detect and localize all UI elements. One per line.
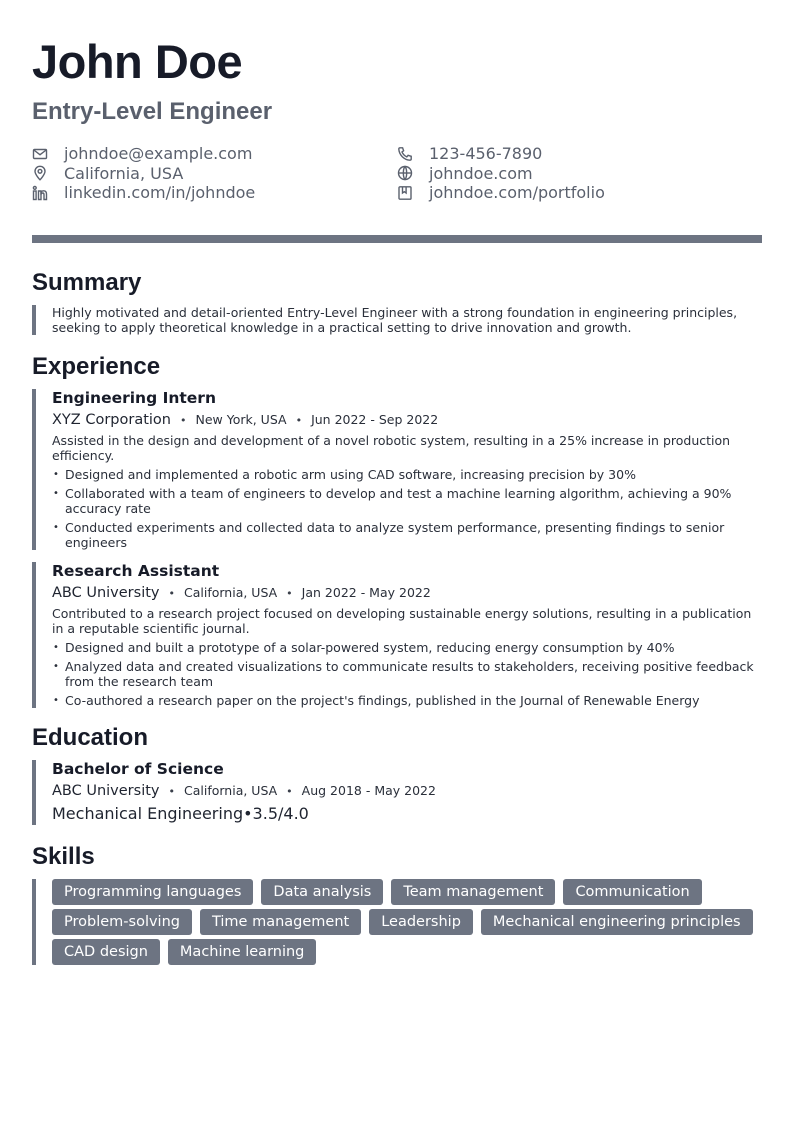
job-meta xyxy=(52,411,762,430)
portfolio-text: johndoe.com/portfolio xyxy=(429,183,605,203)
email-text: johndoe@example.com xyxy=(64,144,253,164)
field-of-study: Mechanical Engineering xyxy=(52,803,244,823)
separator-dot: • xyxy=(295,413,303,427)
education-heading: Education xyxy=(32,723,149,751)
job-bullet: • Collaborated with a team of engineers to develop and test a machine learning algorithm, achieving a 90% accuracy rate xyxy=(52,486,762,516)
job-bullets xyxy=(52,467,762,550)
contact-phone[interactable] xyxy=(397,144,762,164)
website-text: johndoe.com xyxy=(429,163,533,183)
education-entry xyxy=(32,760,762,825)
school-location: California, USA xyxy=(184,782,278,798)
skill-chip: Data analysis xyxy=(261,879,383,905)
skill-chip: Problem-solving xyxy=(52,909,192,935)
job-company: XYZ Corporation xyxy=(52,411,171,428)
phone-icon xyxy=(397,146,413,162)
job-bullet: • Designed and built a prototype of a solar-powered system, reducing energy consumption by 40% xyxy=(52,640,762,655)
education-dates: Aug 2018 - May 2022 xyxy=(301,782,436,798)
location-text: California, USA xyxy=(64,163,184,183)
separator-dot: • xyxy=(168,586,175,600)
skill-chip: Programming languages xyxy=(52,879,253,905)
separator-dot: • xyxy=(180,413,187,427)
job-title: Research Assistant xyxy=(52,561,220,580)
job-description: Assisted in the design and development of a novel robotic system, resulting in a 25% increase in production efficiency. xyxy=(52,432,731,463)
job-bullet: • Analyzed data and created visualizations to communicate results to stakeholders, receiving positive feedback from the research team xyxy=(52,659,762,689)
skill-chip: Leadership xyxy=(369,909,473,935)
separator-dot: • xyxy=(286,586,293,600)
job-description: Contributed to a research project focused on developing sustainable energy solutions, resulting in a publication in a reputable scientific journal. xyxy=(52,605,752,636)
degree-title: Bachelor of Science xyxy=(52,759,224,778)
mail-icon xyxy=(32,146,48,162)
candidate-name: John Doe xyxy=(32,35,243,88)
separator-dot: • xyxy=(168,784,175,798)
header-divider xyxy=(32,235,762,243)
gpa: 3.5/4.0 xyxy=(252,803,309,823)
globe-icon xyxy=(397,165,413,181)
contact-portfolio[interactable] xyxy=(397,183,762,203)
summary-heading: Summary xyxy=(32,268,142,296)
map-pin-icon xyxy=(32,165,48,181)
skill-chip: Communication xyxy=(563,879,701,905)
job-dates: Jan 2022 - May 2022 xyxy=(301,584,431,600)
phone-text: 123-456-7890 xyxy=(429,144,543,164)
job-company: ABC University xyxy=(52,584,160,601)
skill-chip: Team management xyxy=(391,879,555,905)
job-bullet: • Co-authored a research paper on the project's findings, published in the Journal of Renewable Energy xyxy=(52,693,762,708)
job-bullet: • Designed and implemented a robotic arm using CAD software, increasing precision by 30% xyxy=(52,467,762,482)
education-field-line xyxy=(52,805,762,823)
experience-heading: Experience xyxy=(32,352,161,380)
linkedin-text: linkedin.com/in/johndoe xyxy=(64,183,256,203)
summary-text: Highly motivated and detail-oriented Entry-Level Engineer with a strong foundation in engineering principles, seeking to apply theoretical knowledge in a practical setting to drive innovation and growth. xyxy=(32,305,762,335)
skills-heading: Skills xyxy=(32,842,95,870)
job-bullet: • Conducted experiments and collected data to analyze system performance, presenting findings to senior engineers xyxy=(52,520,762,550)
job-dates: Jun 2022 - Sep 2022 xyxy=(311,411,439,427)
contact-linkedin[interactable] xyxy=(32,183,397,203)
skill-chip: Time management xyxy=(200,909,361,935)
contact-location xyxy=(32,164,397,184)
experience-entry xyxy=(32,389,762,550)
job-bullets xyxy=(52,640,762,708)
skill-chip: Machine learning xyxy=(168,939,316,965)
job-meta xyxy=(52,584,762,603)
contact-email[interactable] xyxy=(32,144,397,164)
job-location: California, USA xyxy=(184,584,278,600)
education-meta xyxy=(52,782,762,801)
contact-list xyxy=(32,144,762,203)
skill-chip: Mechanical engineering principles xyxy=(481,909,753,935)
skills-list xyxy=(32,879,762,965)
job-title: Engineering Intern xyxy=(52,388,216,407)
experience-entry xyxy=(32,562,762,708)
skill-chip: CAD design xyxy=(52,939,160,965)
separator-dot: • xyxy=(286,784,293,798)
contact-website[interactable] xyxy=(397,164,762,184)
portfolio-icon xyxy=(397,185,413,201)
linkedin-icon xyxy=(32,185,48,201)
separator-dot: • xyxy=(243,803,253,823)
candidate-title: Entry-Level Engineer xyxy=(32,98,273,125)
job-location: New York, USA xyxy=(195,411,287,427)
school-name: ABC University xyxy=(52,782,160,799)
